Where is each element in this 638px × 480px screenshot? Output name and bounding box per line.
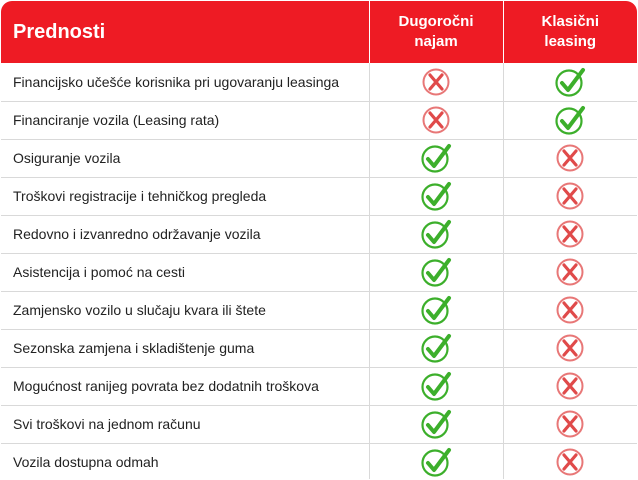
classic-leasing-cell [503,101,637,139]
long-term-rental-cell [369,139,503,177]
table-row [1,443,637,480]
long-term-rental-cell [369,177,503,215]
long-term-rental-cell [369,405,503,443]
table-row [1,215,637,253]
header-title: Prednosti [13,20,106,43]
feature-label: Zamjensko vozilo u slučaju kvara ili štete [1,291,369,329]
check-icon [419,141,453,175]
table-row [1,329,637,367]
classic-leasing-cell [503,253,637,291]
check-icon [553,65,587,99]
classic-leasing-cell [503,367,637,405]
check-icon [419,369,453,403]
cross-icon [419,65,453,99]
table-row [1,63,637,101]
long-term-rental-cell [369,291,503,329]
cross-icon [553,179,587,213]
classic-leasing-cell [503,443,637,480]
table-row [1,139,637,177]
header-classic-leasing-line2: leasing [544,33,597,50]
feature-label: Svi troškovi na jednom računu [1,405,369,443]
table-row [1,405,637,443]
feature-label: Osiguranje vozila [1,139,369,177]
feature-label: Sezonska zamjena i skladištenje guma [1,329,369,367]
header-classic-leasing-line1: Klasični [541,13,600,30]
check-icon [419,255,453,289]
feature-label: Vozila dostupna odmah [1,443,369,480]
classic-leasing-cell [503,215,637,253]
check-icon [419,293,453,327]
long-term-rental-cell [369,101,503,139]
check-icon [419,179,453,213]
long-term-rental-cell [369,367,503,405]
check-icon [419,331,453,365]
cross-icon [553,217,587,251]
cross-icon [553,331,587,365]
feature-label: Redovno i izvanredno održavanje vozila [1,215,369,253]
header-classic-leasing [503,1,637,63]
classic-leasing-cell [503,291,637,329]
table-row [1,177,637,215]
check-icon [419,407,453,441]
classic-leasing-cell [503,329,637,367]
check-icon [553,103,587,137]
table-row [1,291,637,329]
header-long-term-rental-line2: najam [414,33,458,50]
long-term-rental-cell [369,253,503,291]
feature-label: Mogućnost ranijeg povrata bez dodatnih troškova [1,367,369,405]
cross-icon [553,445,587,479]
classic-leasing-cell [503,63,637,101]
feature-label: Financijsko učešće korisnika pri ugovaranju leasinga [13,73,340,90]
header-long-term-rental [369,1,503,63]
cross-icon [553,255,587,289]
table-header-row [1,1,637,63]
long-term-rental-cell [369,443,503,480]
check-icon [419,217,453,251]
cross-icon [419,103,453,137]
feature-label: Financiranje vozila (Leasing rata) [1,101,369,139]
cross-icon [553,369,587,403]
feature-label: Asistencija i pomoć na cesti [1,253,369,291]
cross-icon [553,293,587,327]
long-term-rental-cell [369,215,503,253]
long-term-rental-cell [369,329,503,367]
table-row [1,253,637,291]
cross-icon [553,407,587,441]
long-term-rental-cell [369,63,503,101]
table-row [1,101,637,139]
classic-leasing-cell [503,139,637,177]
header-long-term-rental-line1: Dugoročni [398,13,474,30]
cross-icon [553,141,587,175]
classic-leasing-cell [503,177,637,215]
comparison-grid [1,1,637,480]
table-row [1,367,637,405]
check-icon [419,445,453,479]
classic-leasing-cell [503,405,637,443]
feature-label: Troškovi registracije i tehničkog pregleda [1,177,369,215]
